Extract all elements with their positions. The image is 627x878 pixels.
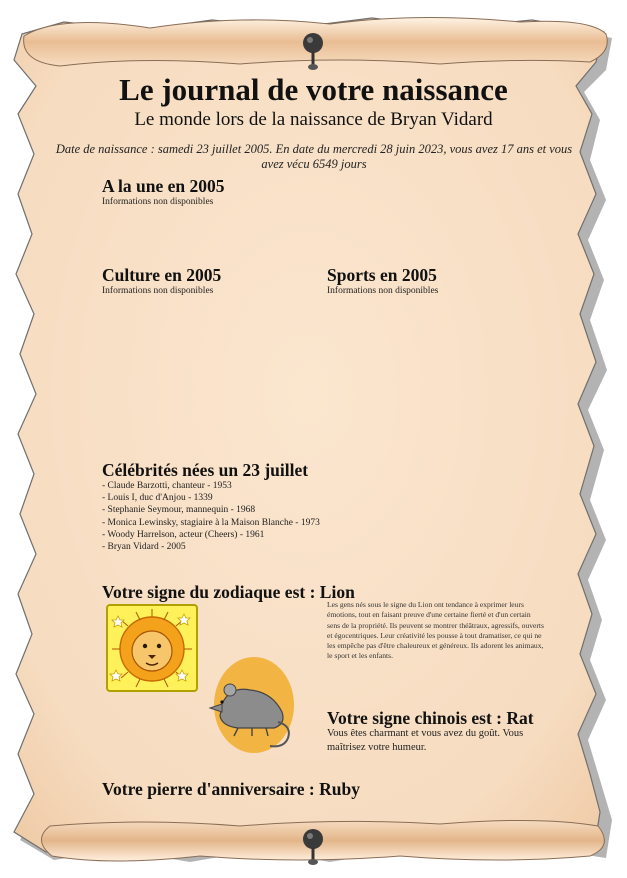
bottom-pin-icon <box>299 827 327 867</box>
page-title: Le journal de votre naissance <box>119 72 508 107</box>
celebrities-title: Célébrités nées un 23 juillet <box>102 460 309 480</box>
page-subtitle: Le monde lors de la naissance de Bryan Vidard <box>134 109 493 130</box>
chinese-sign-title: Votre signe chinois est : Rat <box>327 708 534 728</box>
list-item: - Bryan Vidard - 2005 <box>102 542 186 553</box>
birthstone-title: Votre pierre d'anniversaire : Ruby <box>102 779 360 799</box>
celebrities-list <box>102 480 320 553</box>
list-item: - Monica Lewinsky, stagiaire à la Maison Blanche - 1973 <box>102 517 320 528</box>
sports-title: Sports en 2005 <box>327 265 437 285</box>
culture-title: Culture en 2005 <box>102 265 222 285</box>
rat-icon <box>208 656 296 754</box>
birth-info: Date de naissance : samedi 23 juillet 2005. En date du mercredi 28 juin 2023, vous avez 17 ans et vous avez vécu 6549 jours <box>55 142 573 171</box>
zodiac-description: Les gens nés sous le signe du Lion ont tendance à exprimer leurs émotions, tout en faisant preuve d'une certaine fierté et d'un certain sens de la propriété. Ils peuvent se montrer théâtraux, agressifs, ouverts et égocentriques. Leur créativité les pousse à tout dramatiser, ce qui ne les empêche pas d'être chaleureux et généreux. Ils adorent les animaux, le sport et les enfants. <box>327 600 544 661</box>
list-item: - Stephanie Seymour, mannequin - 1968 <box>102 505 256 516</box>
zodiac-title: Votre signe du zodiaque est : Lion <box>102 582 355 602</box>
list-item: - Louis I, duc d'Anjou - 1339 <box>102 493 213 504</box>
top-pin-icon <box>298 31 328 73</box>
headlines-text: Informations non disponibles <box>102 197 214 207</box>
culture-text: Informations non disponibles <box>102 286 214 296</box>
chinese-sign-description: Vous êtes charmant et vous avez du goût. Vous maîtrisez votre humeur. <box>327 728 524 753</box>
list-item: - Claude Barzotti, chanteur - 1953 <box>102 481 232 491</box>
lion-icon <box>106 604 198 692</box>
headlines-title: A la une en 2005 <box>102 176 225 196</box>
list-item: - Woody Harrelson, acteur (Cheers) - 1961 <box>102 529 265 540</box>
sports-text: Informations non disponibles <box>327 286 439 296</box>
